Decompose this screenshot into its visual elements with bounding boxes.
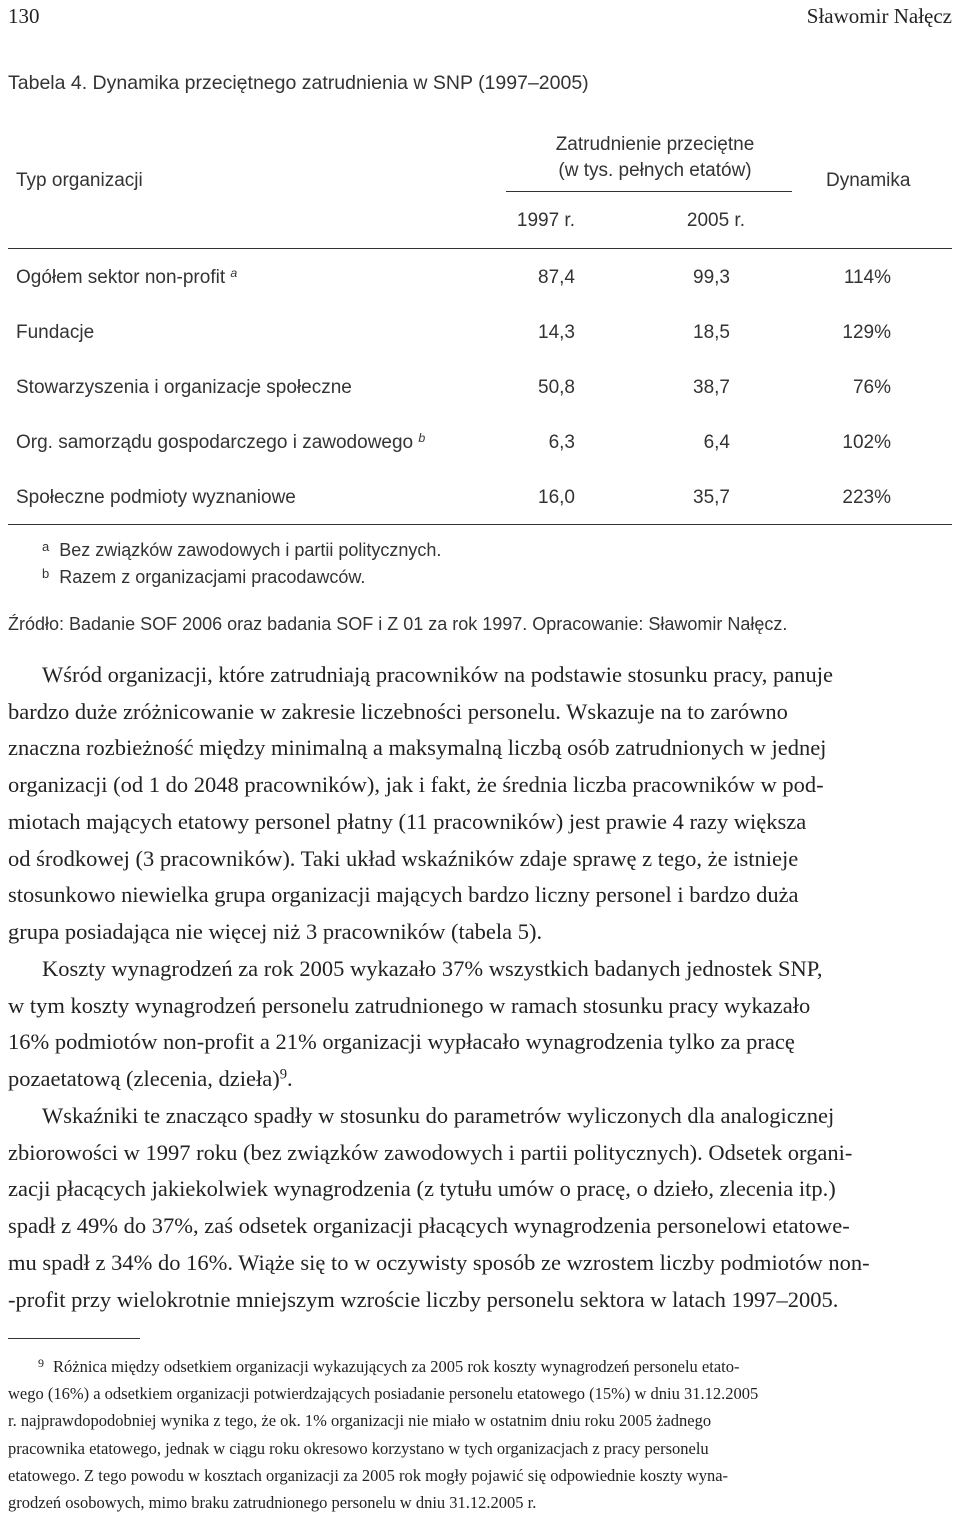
- table-header-rule: [8, 248, 952, 249]
- table-cell-1997: 14,3: [538, 322, 575, 343]
- text-line: Wskaźniki te znacząco spadły w stosunku do parametrów wyliczonych dla analogicznej: [42, 1103, 835, 1128]
- column-group-header: [505, 132, 805, 184]
- table-cell-2005: 18,5: [693, 322, 730, 343]
- column-group-header-line: (w tys. pełnych etatów): [558, 160, 752, 181]
- footnote: [8, 1350, 952, 1516]
- text-line: 16% podmiotów non-profit a 21% organizacji wypłacało wynagrodzenia tylko za pracę: [8, 1029, 795, 1055]
- text-line: -profit przy wielokrotnie mniejszym wzroście liczby personelu sektora w latach 1997–2005.: [8, 1286, 839, 1312]
- footnote-ref: 9: [279, 1066, 288, 1083]
- text-line: pozaetatową (zlecenia, dzieła)$^9$.: [8, 1066, 293, 1092]
- table-cell-1997: 87,4: [538, 267, 575, 288]
- page-number: 130: [8, 4, 40, 28]
- text-line: bardzo duże zróżnicowanie w zakresie liczebności personelu. Wskazuje na to zarówno: [8, 698, 788, 724]
- text-line: w tym koszty wynagrodzeń personelu zatrudnionego w ramach stosunku pracy wykazało: [8, 992, 811, 1018]
- body-paragraph: [8, 1098, 952, 1318]
- footnote-separator: [8, 1338, 140, 1339]
- table-note: $^a$ Bez związków zawodowych i partii politycznych.: [42, 539, 442, 560]
- column-header-1997: 1997 r.: [516, 210, 575, 231]
- table-row-label: Stowarzyszenia i organizacje społeczne: [16, 377, 352, 398]
- column-header-2005: 2005 r.: [686, 210, 745, 231]
- table-row-label: Org. samorządu gospodarczego i zawodowego $^b$: [16, 430, 426, 453]
- table-caption: Tabela 4. Dynamika przeciętnego zatrudnienia w SNP (1997–2005): [8, 72, 589, 94]
- table-row-label: Fundacje: [16, 322, 95, 343]
- table-cell-dynamics: 76%: [852, 377, 891, 398]
- group-header-rule: [506, 191, 792, 192]
- table-cell-2005: 6,4: [703, 432, 730, 453]
- table-cell-dynamics: 129%: [842, 322, 891, 343]
- footnote-line: $^9$ Różnica między odsetkiem organizacji wykazujących za 2005 rok koszty wynagrodzeń personelu etato-: [38, 1356, 740, 1376]
- table-cell-2005: 35,7: [693, 487, 730, 508]
- text-line: miotach mających etatowy personel płatny (11 pracowników) jest prawie 4 razy większa: [8, 808, 807, 834]
- body-paragraph: [8, 951, 952, 1098]
- table-cell-1997: 16,0: [538, 487, 575, 508]
- column-header-dynamics: Dynamika: [826, 170, 911, 191]
- text-line: grupa posiadająca nie więcej niż 3 pracowników (tabela 5).: [8, 918, 543, 944]
- column-group-header-line: Zatrudnienie przeciętne: [555, 134, 755, 155]
- text-line: organizacji (od 1 do 2048 pracowników), jak i fakt, że średnia liczba pracowników w pod-: [8, 772, 824, 798]
- text-line: zacji płacących jakiekolwiek wynagrodzenia (z tytułu umów o pracę, o dzieło, zlecenia itp.): [8, 1176, 836, 1202]
- footnote-line: r. najprawdopodobniej wynika z tego, że ok. 1% organizacji nie miało w ostatnim dniu roku 2005 żadnego: [8, 1411, 712, 1431]
- text-line: Koszty wynagrodzeń za rok 2005 wykazało 37% wszystkich badanych jednostek SNP,: [42, 956, 823, 981]
- table-note: $^b$ Razem z organizacjami pracodawców.: [42, 566, 366, 587]
- footnote-line: etatowego. Z tego powodu w kosztach organizacji za 2005 rok mogły pojawić się odpowiednie koszty wyna-: [8, 1465, 729, 1485]
- text-line: spadł z 49% do 37%, zaś odsetek organizacji płacących wynagrodzenia personelowi etatowe-: [8, 1213, 850, 1239]
- footnote-line: pracownika etatowego, jednak w ciągu roku okresowo korzystano w tych organizacjach z pracy personelu: [8, 1438, 709, 1458]
- table-cell-2005: 38,7: [693, 377, 730, 398]
- text-line: od środkowej (3 pracowników). Taki układ wskaźników zdaje sprawę z tego, że istnieje: [8, 845, 799, 871]
- running-author: Sławomir Nałęcz: [806, 4, 952, 28]
- footnote-line: grodzeń osobowych, mimo braku zatrudnionego personelu w dniu 31.12.2005 r.: [8, 1493, 537, 1513]
- table-cell-dynamics: 102%: [842, 432, 891, 453]
- text-line: Wśród organizacji, które zatrudniają pracowników na podstawie stosunku pracy, panuje: [42, 662, 833, 687]
- text-line: znaczna rozbieżność między minimalną a maksymalną liczbą osób zatrudnionych w jednej: [8, 735, 827, 761]
- table-source: Źródło: Badanie SOF 2006 oraz badania SOF i Z 01 za rok 1997. Opracowanie: Sławomir Nałęcz.: [8, 614, 788, 634]
- table-cell-dynamics: 114%: [843, 267, 891, 288]
- table-cell-2005: 99,3: [693, 267, 730, 288]
- table-bottom-rule: [8, 524, 952, 525]
- footnote-line: wego (16%) a odsetkiem organizacji potwierdzających posiadanie personelu etatowego (15%) w dniu 31.12.2005: [8, 1384, 759, 1404]
- text-line: mu spadł z 34% do 16%. Wiąże się to w oczywisty sposób ze wzrostem liczby podmiotów non-: [8, 1249, 870, 1275]
- table-cell-1997: 50,8: [538, 377, 575, 398]
- text-line: stosunkowo niewielka grupa organizacji mających bardzo liczny personel i bardzo duża: [8, 882, 799, 908]
- table-cell-1997: 6,3: [548, 432, 575, 453]
- column-header-type: Typ organizacji: [16, 170, 143, 191]
- table-cell-dynamics: 223%: [842, 487, 891, 508]
- table-row-label: Społeczne podmioty wyznaniowe: [16, 487, 296, 508]
- body-paragraph: [8, 657, 952, 951]
- table-row-label: Ogółem sektor non-profit $^a$: [16, 265, 238, 288]
- text-line: zbiorowości w 1997 roku (bez związków zawodowych i partii politycznych). Odsetek organi-: [8, 1139, 853, 1165]
